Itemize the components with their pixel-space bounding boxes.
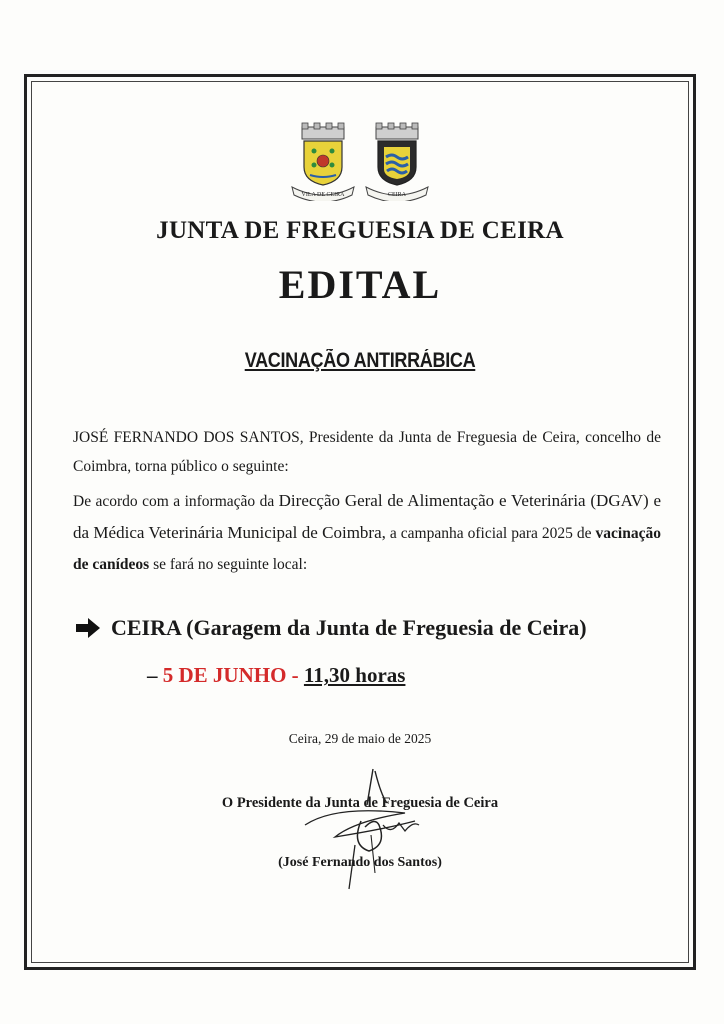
handwritten-signature xyxy=(295,765,445,895)
signer-title: O Presidente da Junta de Freguesia de Ceira xyxy=(221,795,499,811)
event-time: 11,30 horas xyxy=(303,663,406,687)
details-text-bold: vacinação de canídeos xyxy=(73,525,661,573)
document-type-heading: EDITAL xyxy=(278,262,442,307)
vila-de-ceira-crest-icon xyxy=(288,121,358,201)
details-text-a: De acordo com a informação da xyxy=(73,493,279,510)
details-text-d: se fará no seguinte local: xyxy=(149,556,308,573)
event-location xyxy=(75,615,675,641)
details-paragraph xyxy=(73,485,661,580)
intro-paragraph: JOSÉ FERNANDO DOS SANTOS, Presidente da Junta de Freguesia de Ceira, concelho de Coimbra, torna público o seguinte: xyxy=(73,429,661,475)
event-date: 5 DE JUNHO - xyxy=(162,663,299,687)
details-text-b: Direcção Geral de Alimentação e Veterinária (DGAV) e da Médica Veterinária Municipal de Coimbra, xyxy=(73,491,661,542)
event-location-text: CEIRA (Garagem da Junta de Freguesia de Ceira) xyxy=(111,615,587,640)
subject-heading: VACINAÇÃO ANTIRRÁBICA xyxy=(244,349,476,372)
date-dash: – xyxy=(147,663,163,687)
coats-of-arms xyxy=(27,121,693,201)
arrow-right-icon xyxy=(75,617,101,639)
ceira-crest-icon xyxy=(362,121,432,201)
place-and-date: Ceira, 29 de maio de 2025 xyxy=(288,731,432,746)
svg-text:VILA DE CEIRA: VILA DE CEIRA xyxy=(301,192,345,198)
event-date-time xyxy=(147,663,405,688)
details-text-c: a campanha oficial para 2025 de xyxy=(385,525,596,542)
signer-name: (José Fernando dos Santos) xyxy=(278,855,442,870)
document-border xyxy=(24,74,696,970)
svg-text:CEIRA: CEIRA xyxy=(388,192,406,198)
organization-title: JUNTA DE FREGUESIA DE CEIRA xyxy=(156,217,564,244)
